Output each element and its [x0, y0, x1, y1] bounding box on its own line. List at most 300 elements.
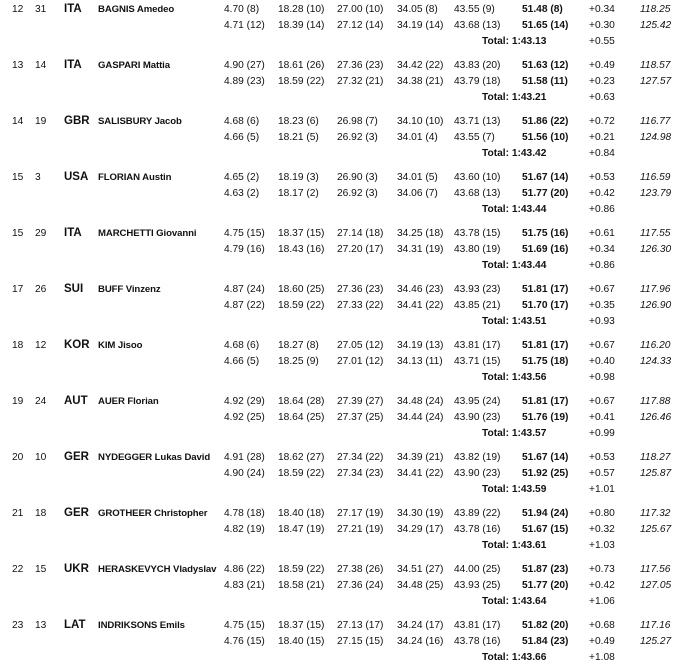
run1-split5: 43.93 (23): [454, 284, 501, 295]
athlete-name: NYDEGGER Lukas David: [98, 452, 211, 463]
run1-split4: 34.19 (13): [397, 340, 444, 351]
run1-split4: 34.10 (10): [397, 116, 444, 127]
run2-speed: 125.67: [640, 524, 672, 535]
run1-split5: 43.81 (17): [454, 620, 501, 631]
run2-time: 51.69 (16): [522, 244, 569, 255]
athlete-name: HERASKEVYCH Vladyslav: [98, 564, 217, 575]
run1-split1: 4.78 (18): [224, 508, 265, 519]
nation-code: KOR: [64, 339, 90, 351]
bib-number: 12: [35, 340, 47, 351]
run1-split2: 18.40 (18): [278, 508, 325, 519]
run2-split4: 34.41 (22): [397, 300, 444, 311]
run1-time: 51.67 (14): [522, 452, 569, 463]
run2-time: 51.77 (20): [522, 188, 569, 199]
run1-speed: 116.20: [640, 340, 671, 351]
run2-split3: 27.15 (15): [337, 636, 384, 647]
run2-speed: 124.33: [640, 356, 672, 367]
run1-behind: +0.72: [589, 116, 615, 127]
total-label: Total:: [482, 92, 509, 103]
athlete-name: GASPARI Mattia: [98, 60, 170, 71]
run1-split2: 18.19 (3): [278, 172, 319, 183]
run2-behind: +0.30: [589, 20, 615, 31]
run1-split5: 43.81 (17): [454, 340, 501, 351]
run1-split4: 34.51 (27): [397, 564, 444, 575]
run2-split2: 18.64 (25): [278, 412, 325, 423]
run1-split3: 26.98 (7): [337, 116, 378, 127]
athlete-block: [0, 56, 680, 112]
run2-split3: 27.20 (17): [337, 244, 384, 255]
athlete-block: [0, 0, 680, 56]
run1-split1: 4.65 (2): [224, 172, 260, 183]
run2-split1: 4.63 (2): [224, 188, 260, 199]
run2-behind: +0.32: [589, 524, 615, 535]
run2-split4: 34.29 (17): [397, 524, 444, 535]
total-label: Total:: [482, 540, 509, 551]
run1-split1: 4.91 (28): [224, 452, 265, 463]
run2-split1: 4.71 (12): [224, 20, 265, 31]
run1-split1: 4.68 (6): [224, 116, 260, 127]
run2-split4: 34.41 (22): [397, 468, 444, 479]
run2-split2: 18.39 (14): [278, 20, 325, 31]
total-value: 1:43.56: [511, 372, 547, 383]
total-time: [482, 540, 546, 551]
run2-split5: 43.90 (23): [454, 468, 501, 479]
run1-split2: 18.60 (25): [278, 284, 325, 295]
run2-split4: 34.19 (14): [397, 20, 444, 31]
run1-split4: 34.46 (23): [397, 284, 444, 295]
nation-code: SUI: [64, 283, 84, 295]
run2-split3: 27.01 (12): [337, 356, 384, 367]
total-behind: +0.84: [589, 148, 615, 159]
run2-split1: 4.76 (15): [224, 636, 265, 647]
total-behind: +1.01: [589, 484, 615, 495]
rank: 15: [12, 228, 24, 239]
run2-speed: 124.98: [640, 132, 672, 143]
run2-split2: 18.59 (22): [278, 76, 325, 87]
run1-speed: 118.25: [640, 4, 671, 15]
run2-split1: 4.82 (19): [224, 524, 265, 535]
run1-time: 51.63 (12): [522, 60, 569, 71]
athlete-name: MARCHETTI Giovanni: [98, 228, 197, 239]
run2-split4: 34.13 (11): [397, 356, 443, 367]
run1-time: 51.81 (17): [522, 340, 569, 351]
run1-split3: 27.36 (23): [337, 284, 384, 295]
run1-time: 51.81 (17): [522, 396, 569, 407]
total-time: [482, 148, 546, 159]
total-value: 1:43.42: [511, 148, 547, 159]
run2-split3: 27.12 (14): [337, 20, 384, 31]
run2-speed: 126.90: [640, 300, 672, 311]
run1-split3: 26.90 (3): [337, 172, 378, 183]
total-time: [482, 484, 546, 495]
bib-number: 14: [35, 60, 47, 71]
total-value: 1:43.21: [511, 92, 547, 103]
athlete-name: BAGNIS Amedeo: [98, 4, 175, 15]
total-value: 1:43.44: [511, 204, 547, 215]
run2-split2: 18.21 (5): [278, 132, 319, 143]
run2-split5: 43.80 (19): [454, 244, 501, 255]
run1-speed: 117.56: [640, 564, 671, 575]
run2-split4: 34.06 (7): [397, 188, 438, 199]
nation-code: ITA: [64, 59, 82, 71]
run2-split5: 43.71 (15): [454, 356, 501, 367]
total-time: [482, 372, 546, 383]
athlete-name: KIM Jisoo: [98, 340, 143, 351]
run1-time: 51.82 (20): [522, 620, 569, 631]
run2-speed: 125.87: [640, 468, 672, 479]
run2-time: 51.75 (18): [522, 356, 569, 367]
athlete-block: [0, 616, 680, 672]
run1-time: 51.86 (22): [522, 116, 569, 127]
total-label: Total:: [482, 652, 509, 663]
run1-split5: 43.83 (20): [454, 60, 501, 71]
run1-split4: 34.25 (18): [397, 228, 444, 239]
nation-code: AUT: [64, 395, 88, 407]
total-behind: +1.03: [589, 540, 615, 551]
run2-split2: 18.58 (21): [278, 580, 325, 591]
run1-behind: +0.53: [589, 172, 615, 183]
run2-split5: 43.85 (21): [454, 300, 501, 311]
athlete-block: [0, 112, 680, 168]
total-time: [482, 652, 546, 663]
run2-split5: 43.93 (25): [454, 580, 501, 591]
run2-split5: 43.79 (18): [454, 76, 501, 87]
bib-number: 26: [35, 284, 47, 295]
run2-split4: 34.48 (25): [397, 580, 444, 591]
run1-speed: 117.32: [640, 508, 671, 519]
run2-behind: +0.23: [589, 76, 615, 87]
run2-split1: 4.90 (24): [224, 468, 265, 479]
run2-split1: 4.79 (16): [224, 244, 265, 255]
run1-speed: 117.16: [640, 620, 671, 631]
run2-speed: 125.27: [640, 636, 672, 647]
total-value: 1:43.64: [511, 596, 547, 607]
total-time: [482, 204, 546, 215]
total-value: 1:43.57: [511, 428, 547, 439]
run2-split2: 18.17 (2): [278, 188, 319, 199]
run1-split1: 4.68 (6): [224, 340, 260, 351]
bib-number: 31: [35, 4, 47, 15]
run2-split2: 18.59 (22): [278, 300, 325, 311]
run2-behind: +0.57: [589, 468, 615, 479]
run2-split1: 4.66 (5): [224, 356, 260, 367]
run1-split2: 18.28 (10): [278, 4, 325, 15]
run1-split5: 43.71 (13): [454, 116, 501, 127]
bib-number: 18: [35, 508, 47, 519]
run2-split3: 27.32 (21): [337, 76, 384, 87]
total-time: [482, 428, 546, 439]
run2-split5: 43.78 (16): [454, 524, 501, 535]
run2-time: 51.65 (14): [522, 20, 569, 31]
run1-split4: 34.39 (21): [397, 452, 444, 463]
run2-split4: 34.44 (24): [397, 412, 444, 423]
run2-speed: 123.79: [640, 188, 672, 199]
run1-split4: 34.24 (17): [397, 620, 444, 631]
total-value: 1:43.44: [511, 260, 547, 271]
bib-number: 10: [35, 452, 47, 463]
athlete-name: GROTHEER Christopher: [98, 508, 208, 519]
run1-speed: 117.88: [640, 396, 671, 407]
run1-split3: 27.05 (12): [337, 340, 384, 351]
athlete-block: [0, 168, 680, 224]
rank: 18: [12, 340, 24, 351]
rank: 14: [12, 116, 24, 127]
rank: 19: [12, 396, 24, 407]
total-behind: +0.98: [589, 372, 615, 383]
rank: 21: [12, 508, 24, 519]
athlete-name: FLORIAN Austin: [98, 172, 172, 183]
total-value: 1:43.51: [511, 316, 547, 327]
total-value: 1:43.59: [511, 484, 547, 495]
run2-split4: 34.38 (21): [397, 76, 444, 87]
run2-split5: 43.78 (16): [454, 636, 501, 647]
run2-split2: 18.47 (19): [278, 524, 325, 535]
run1-split2: 18.61 (26): [278, 60, 325, 71]
run1-split2: 18.37 (15): [278, 228, 325, 239]
run2-time: 51.70 (17): [522, 300, 569, 311]
run2-behind: +0.34: [589, 244, 615, 255]
run2-split5: 43.68 (13): [454, 188, 501, 199]
run2-speed: 126.30: [640, 244, 672, 255]
total-label: Total:: [482, 204, 509, 215]
total-time: [482, 36, 546, 47]
run1-split3: 27.38 (26): [337, 564, 384, 575]
run2-split4: 34.31 (19): [397, 244, 444, 255]
run2-time: 51.84 (23): [522, 636, 569, 647]
total-behind: +0.63: [589, 92, 615, 103]
run1-split3: 27.17 (19): [337, 508, 384, 519]
run2-time: 51.92 (25): [522, 468, 569, 479]
run2-behind: +0.42: [589, 580, 615, 591]
run2-split2: 18.40 (15): [278, 636, 325, 647]
total-value: 1:43.13: [511, 36, 547, 47]
total-label: Total:: [482, 596, 509, 607]
run2-time: 51.56 (10): [522, 132, 569, 143]
run2-split1: 4.92 (25): [224, 412, 265, 423]
run1-split4: 34.42 (22): [397, 60, 444, 71]
run1-split5: 43.89 (22): [454, 508, 501, 519]
run1-speed: 118.57: [640, 60, 671, 71]
run1-behind: +0.67: [589, 396, 615, 407]
run1-time: 51.87 (23): [522, 564, 569, 575]
rank: 12: [12, 4, 24, 15]
run2-split1: 4.89 (23): [224, 76, 265, 87]
athlete-block: [0, 336, 680, 392]
run2-split5: 43.55 (7): [454, 132, 495, 143]
bib-number: 29: [35, 228, 47, 239]
run1-split3: 27.14 (18): [337, 228, 384, 239]
run1-split4: 34.48 (24): [397, 396, 444, 407]
run2-speed: 125.42: [640, 20, 672, 31]
run1-split2: 18.62 (27): [278, 452, 325, 463]
rank: 20: [12, 452, 24, 463]
run1-speed: 116.59: [640, 172, 671, 183]
run2-split3: 26.92 (3): [337, 188, 378, 199]
run1-behind: +0.49: [589, 60, 615, 71]
run2-split2: 18.25 (9): [278, 356, 319, 367]
run1-behind: +0.80: [589, 508, 615, 519]
rank: 23: [12, 620, 24, 631]
run2-split1: 4.66 (5): [224, 132, 260, 143]
run2-behind: +0.40: [589, 356, 615, 367]
run1-split5: 43.82 (19): [454, 452, 501, 463]
total-behind: +0.55: [589, 36, 615, 47]
run2-split2: 18.43 (16): [278, 244, 325, 255]
run1-time: 51.67 (14): [522, 172, 569, 183]
run1-split1: 4.90 (27): [224, 60, 265, 71]
total-value: 1:43.61: [511, 540, 547, 551]
run2-behind: +0.35: [589, 300, 615, 311]
run2-speed: 127.05: [640, 580, 672, 591]
run1-split4: 34.30 (19): [397, 508, 444, 519]
total-time: [482, 260, 546, 271]
run2-time: 51.77 (20): [522, 580, 569, 591]
run1-split1: 4.87 (24): [224, 284, 265, 295]
bib-number: 24: [35, 396, 47, 407]
total-behind: +0.86: [589, 260, 615, 271]
athlete-block: [0, 392, 680, 448]
run1-time: 51.81 (17): [522, 284, 569, 295]
bib-number: 13: [35, 620, 47, 631]
run1-split5: 43.55 (9): [454, 4, 495, 15]
run2-time: 51.67 (15): [522, 524, 569, 535]
bib-number: 15: [35, 564, 47, 575]
run1-split5: 43.78 (15): [454, 228, 501, 239]
run1-split3: 27.39 (27): [337, 396, 384, 407]
run2-time: 51.76 (19): [522, 412, 569, 423]
run1-time: 51.75 (16): [522, 228, 569, 239]
run2-split2: 18.59 (22): [278, 468, 325, 479]
run2-split3: 26.92 (3): [337, 132, 378, 143]
total-behind: +1.08: [589, 652, 615, 663]
bib-number: 3: [35, 172, 41, 183]
total-label: Total:: [482, 372, 509, 383]
run2-split5: 43.68 (13): [454, 20, 501, 31]
run1-behind: +0.73: [589, 564, 615, 575]
run2-split4: 34.01 (4): [397, 132, 438, 143]
athlete-block: [0, 224, 680, 280]
run1-split2: 18.27 (8): [278, 340, 319, 351]
total-time: [482, 92, 546, 103]
total-label: Total:: [482, 36, 509, 47]
run1-behind: +0.67: [589, 284, 615, 295]
athlete-name: AUER Florian: [98, 396, 159, 407]
total-label: Total:: [482, 260, 509, 271]
run1-split2: 18.59 (22): [278, 564, 325, 575]
run1-split5: 43.95 (24): [454, 396, 501, 407]
run2-speed: 127.57: [640, 76, 672, 87]
run1-split2: 18.37 (15): [278, 620, 325, 631]
rank: 15: [12, 172, 24, 183]
run2-split1: 4.87 (22): [224, 300, 265, 311]
total-time: [482, 316, 546, 327]
run2-split3: 27.37 (25): [337, 412, 384, 423]
total-value: 1:43.66: [511, 652, 547, 663]
run1-speed: 117.55: [640, 228, 671, 239]
run1-time: 51.48 (8): [522, 4, 563, 15]
run2-split3: 27.36 (24): [337, 580, 384, 591]
run1-speed: 116.77: [640, 116, 671, 127]
total-time: [482, 596, 546, 607]
run1-behind: +0.67: [589, 340, 615, 351]
run1-time: 51.94 (24): [522, 508, 569, 519]
total-behind: +0.99: [589, 428, 615, 439]
run2-split1: 4.83 (21): [224, 580, 265, 591]
run2-behind: +0.21: [589, 132, 615, 143]
athlete-block: [0, 280, 680, 336]
total-label: Total:: [482, 428, 509, 439]
run1-split3: 27.36 (23): [337, 60, 384, 71]
nation-code: USA: [64, 171, 89, 183]
run1-speed: 118.27: [640, 452, 671, 463]
nation-code: ITA: [64, 227, 82, 239]
rank: 13: [12, 60, 24, 71]
athlete-name: INDRIKSONS Emils: [98, 620, 185, 631]
total-label: Total:: [482, 316, 509, 327]
nation-code: UKR: [64, 563, 89, 575]
athlete-name: BUFF Vinzenz: [98, 284, 161, 295]
nation-code: GER: [64, 451, 89, 463]
run2-speed: 126.46: [640, 412, 672, 423]
run1-split1: 4.75 (15): [224, 228, 265, 239]
run2-behind: +0.42: [589, 188, 615, 199]
bib-number: 19: [35, 116, 47, 127]
run1-split4: 34.05 (8): [397, 4, 438, 15]
rank: 22: [12, 564, 24, 575]
run1-behind: +0.53: [589, 452, 615, 463]
run1-split2: 18.23 (6): [278, 116, 319, 127]
run1-split3: 27.34 (22): [337, 452, 384, 463]
run2-split4: 34.24 (16): [397, 636, 444, 647]
run1-behind: +0.61: [589, 228, 615, 239]
run2-split3: 27.21 (19): [337, 524, 384, 535]
nation-code: GER: [64, 507, 89, 519]
run1-split5: 43.60 (10): [454, 172, 501, 183]
run1-split4: 34.01 (5): [397, 172, 438, 183]
run1-split1: 4.92 (29): [224, 396, 265, 407]
total-behind: +0.93: [589, 316, 615, 327]
run2-time: 51.58 (11): [522, 76, 568, 87]
run1-split5: 44.00 (25): [454, 564, 501, 575]
athlete-block: [0, 560, 680, 616]
nation-code: ITA: [64, 3, 82, 15]
run2-split3: 27.33 (22): [337, 300, 384, 311]
run2-split5: 43.90 (23): [454, 412, 501, 423]
total-label: Total:: [482, 484, 509, 495]
athlete-block: [0, 448, 680, 504]
run2-behind: +0.41: [589, 412, 615, 423]
run2-split3: 27.34 (23): [337, 468, 384, 479]
run1-split1: 4.75 (15): [224, 620, 265, 631]
total-behind: +1.06: [589, 596, 615, 607]
athlete-name: SALISBURY Jacob: [98, 116, 182, 127]
run1-behind: +0.34: [589, 4, 615, 15]
athlete-block: [0, 504, 680, 560]
run1-split3: 27.00 (10): [337, 4, 384, 15]
run1-split2: 18.64 (28): [278, 396, 325, 407]
run1-behind: +0.68: [589, 620, 615, 631]
nation-code: LAT: [64, 619, 86, 631]
run1-split1: 4.86 (22): [224, 564, 265, 575]
run1-split1: 4.70 (8): [224, 4, 260, 15]
total-label: Total:: [482, 148, 509, 159]
nation-code: GBR: [64, 115, 90, 127]
rank: 17: [12, 284, 24, 295]
run1-split3: 27.13 (17): [337, 620, 384, 631]
run1-speed: 117.96: [640, 284, 671, 295]
run2-behind: +0.49: [589, 636, 615, 647]
total-behind: +0.86: [589, 204, 615, 215]
